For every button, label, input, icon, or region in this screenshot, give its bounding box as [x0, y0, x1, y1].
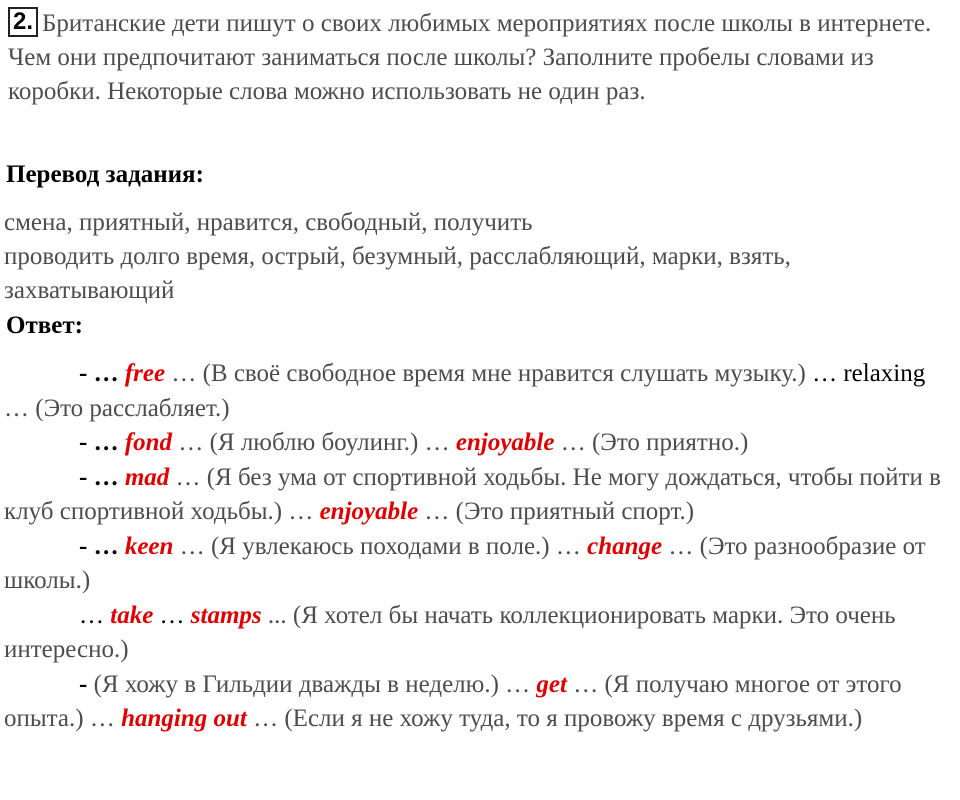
translation-line: проводить долго время, острый, безумный, расслабляющий, марки, взять,: [4, 243, 791, 270]
answer-item: [4, 426, 954, 461]
answer-dash: - …: [79, 360, 119, 387]
answer-keyword: enjoyable: [455, 429, 555, 456]
answer-dash: - …: [79, 429, 119, 456]
answer-text: … (Если я не хожу туда, то я провожу время с друзьями.): [253, 705, 863, 732]
answer-item: [4, 357, 954, 426]
answer-keyword: enjoyable: [319, 498, 419, 525]
answer-text: ... (Я хотел бы начать коллекционировать марки. Это очень интересно.): [4, 601, 896, 663]
answer-keyword: stamps: [190, 601, 262, 629]
translation-line: захватывающий: [4, 277, 175, 304]
answer-item: [4, 599, 954, 668]
answer-text: … (Я получаю многое от этого опыта.) …: [4, 670, 902, 732]
answer-keyword: hanging out: [121, 705, 247, 732]
answer-item: [4, 530, 954, 599]
answer-keyword: take: [110, 601, 154, 629]
answer-text: … (Это разнообразие от школы.): [4, 532, 926, 594]
answer-keyword: keen: [124, 532, 174, 560]
translation-word-list: [4, 206, 954, 308]
answer-text: …: [159, 601, 185, 629]
task-text: Британские дети пишут о своих любимых мероприятиях после школы в интернете. Чем они предпочитают заниматься после школы? Заполните пробелы словами из коробки. Некоторые слова можно использовать не один раз.: [8, 10, 932, 105]
answer-text: … (Это приятный спорт.): [424, 498, 695, 525]
answer-dash: - …: [79, 463, 119, 491]
translation-heading: Перевод задания:: [6, 161, 204, 188]
answer-heading: Ответ:: [6, 312, 83, 339]
answer-keyword: free: [124, 360, 166, 387]
answer-keyword: fond: [124, 429, 173, 456]
translation-line: смена, приятный, нравится, свободный, получить: [4, 209, 533, 236]
answer-text: … (Я без ума от спортивной ходьбы. Не могу дождаться, чтобы пойти в клуб спортивной ходьбы.) …: [4, 463, 941, 525]
answer-dash: -: [79, 670, 88, 698]
answer-keyword: get: [536, 670, 567, 698]
answer-text: … (Я люблю боулинг.) …: [178, 429, 450, 456]
task-block: [8, 7, 954, 109]
answer-text: … (Это приятно.): [560, 429, 749, 456]
answer-text: …: [812, 360, 838, 387]
answer-dash: - …: [79, 532, 119, 560]
answer-text: (Я хожу в Гильдии дважды в неделю.) …: [93, 670, 531, 698]
answer-text: … (Я увлекаюсь походами в поле.) …: [179, 532, 581, 560]
answer-list: [4, 357, 954, 737]
answer-dash: …: [79, 601, 104, 629]
answer-keyword: change: [587, 532, 663, 560]
answer-text: … (Это расслабляет.): [4, 394, 230, 422]
answer-text: … (В своё свободное время мне нравится слушать музыку.): [171, 360, 806, 387]
task-number-badge: 2.: [8, 7, 38, 37]
answer-keyword: mad: [124, 463, 170, 491]
answer-item: [4, 668, 954, 737]
answer-word: relaxing: [843, 360, 926, 387]
answer-item: [4, 461, 954, 530]
